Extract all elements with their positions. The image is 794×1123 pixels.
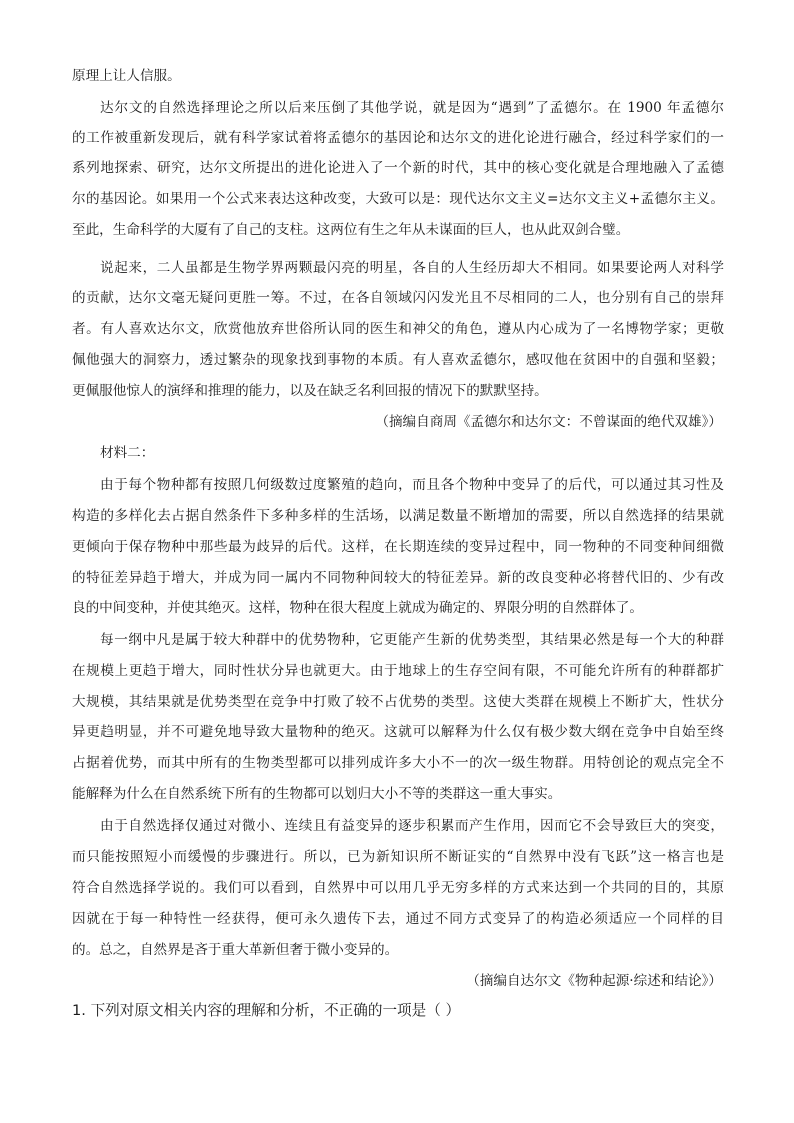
- text-line: 良的中间变种，并使其绝灭。这样，物种在很大程度上就成为确定的、界限分明的自然群体了。: [72, 600, 643, 616]
- text-line: 占据着优势，而其中所有的生物类型都可以排列成许多大小不一的次一级生物群。用特创论的观点完全不: [72, 755, 724, 771]
- text-line: 符合自然选择学说的。我们可以看到，自然界中可以用几乎无穷多样的方式来达到一个共同的目的，其原: [72, 880, 724, 896]
- text-line: 说起来，二人虽都是生物学界两颗最闪亮的明星，各自的人生经历却大不相同。如果要论两人对科学: [100, 260, 724, 276]
- text-line: 佩他强大的洞察力，透过繁杂的现象找到事物的本质。有人喜欢孟德尔，感叹他在贫困中的自强和坚毅；: [72, 352, 724, 368]
- text-line: 的。总之，自然界是吝于重大革新但奢于微小变异的。: [72, 942, 399, 958]
- text-line: 由于每个物种都有按照几何级数过度繁殖的趋向，而且各个物种中变异了的后代，可以通过其习性及: [100, 477, 724, 493]
- text-line: 构造的多样化去占据自然条件下多种多样的生活场，以满足数量不断增加的需要，所以自然选择的结果就: [72, 508, 724, 524]
- text-line: 系列地探索、研究，达尔文所提出的进化论进入了一个新的时代，其中的核心变化就是合理地融入了孟德: [72, 160, 724, 176]
- text-line: 每一纲中凡是属于较大种群中的优势物种，它更能产生新的优势类型，其结果必然是每一个大的种群: [100, 632, 724, 648]
- text-line: 而只能按照短小而缓慢的步骤进行。所以，已为新知识所不断证实的“自然界中没有飞跃”这一格言也是: [72, 849, 724, 865]
- text-line: 由于自然选择仅通过对微小、连续且有益变异的逐步积累而产生作用，因而它不会导致巨大的突变，: [100, 818, 724, 834]
- text-line: 达尔文的自然选择理论之所以后来压倒了其他学说，就是因为“遇到”了孟德尔。在 1900 年孟德尔: [100, 100, 724, 116]
- material-2-label: 材料二：: [100, 445, 155, 461]
- text-line: 至此，生命科学的大厦有了自己的支柱。这两位有生之年从未谋面的巨人，也从此双剑合璧。: [72, 222, 630, 238]
- text-line: 尔的基因论。如果用一个公式来表达这种改变，大致可以是：现代达尔文主义=达尔文主义+孟德尔主义。: [72, 191, 724, 207]
- text-line: 的特征差异趋于增大，并成为同一属内不同物种间较大的特征差异。新的改良变种必将替代旧的、少有改: [72, 570, 724, 586]
- text-line: 者。有人喜欢达尔文，欣赏他放弃世俗所认同的医生和神父的角色，遵从内心成为了一名博物学家；更敬: [72, 321, 724, 337]
- source-citation: （摘编自达尔文《物种起源·综述和结论》）: [466, 973, 722, 989]
- text-line: 更倾向于保存物种中那些最为歧异的后代。这样，在长期连续的变异过程中，同一物种的不同变种间细微: [72, 539, 724, 555]
- text-line: 异更趋明显，并不可避免地导致大量物种的绝灭。这就可以解释为什么仅有极少数大纲在竞争中自始至终: [72, 724, 724, 740]
- text-line: 原理上让人信服。: [72, 68, 181, 84]
- text-line: 大规模，其结果就是优势类型在竞争中打败了较不占优势的类型。这使大类群在规模上不断扩大，性状分: [72, 694, 724, 710]
- text-line: 更佩服他惊人的演绎和推理的能力，以及在缺乏名利回报的情况下的默默坚持。: [72, 383, 548, 399]
- text-line: 因就在于每一种特性一经获得，便可永久遗传下去，通过不同方式变异了的构造必须适应一个同样的目: [72, 911, 724, 927]
- text-line: 能解释为什么在自然系统下所有的生物都可以划归大小不等的类群这一重大事实。: [72, 786, 562, 802]
- source-citation: （摘编自商周《孟德尔和达尔文：不曾谋面的绝代双雄》）: [375, 414, 722, 430]
- text-line: 的贡献，达尔文毫无疑问更胜一筹。不过，在各自领域闪闪发光且不尽相同的二人，也分别有自己的崇拜: [72, 290, 724, 306]
- question-1: 1. 下列对原文相关内容的理解和分析，不正确的一项是（ ）: [72, 1002, 461, 1019]
- text-line: 的工作被重新发现后，就有科学家试着将孟德尔的基因论和达尔文的进化论进行融合，经过科学家们的一: [72, 130, 724, 146]
- text-line: 在规模上更趋于增大，同时性状分异也就更大。由于地球上的生存空间有限，不可能允许所有的种群都扩: [72, 663, 724, 679]
